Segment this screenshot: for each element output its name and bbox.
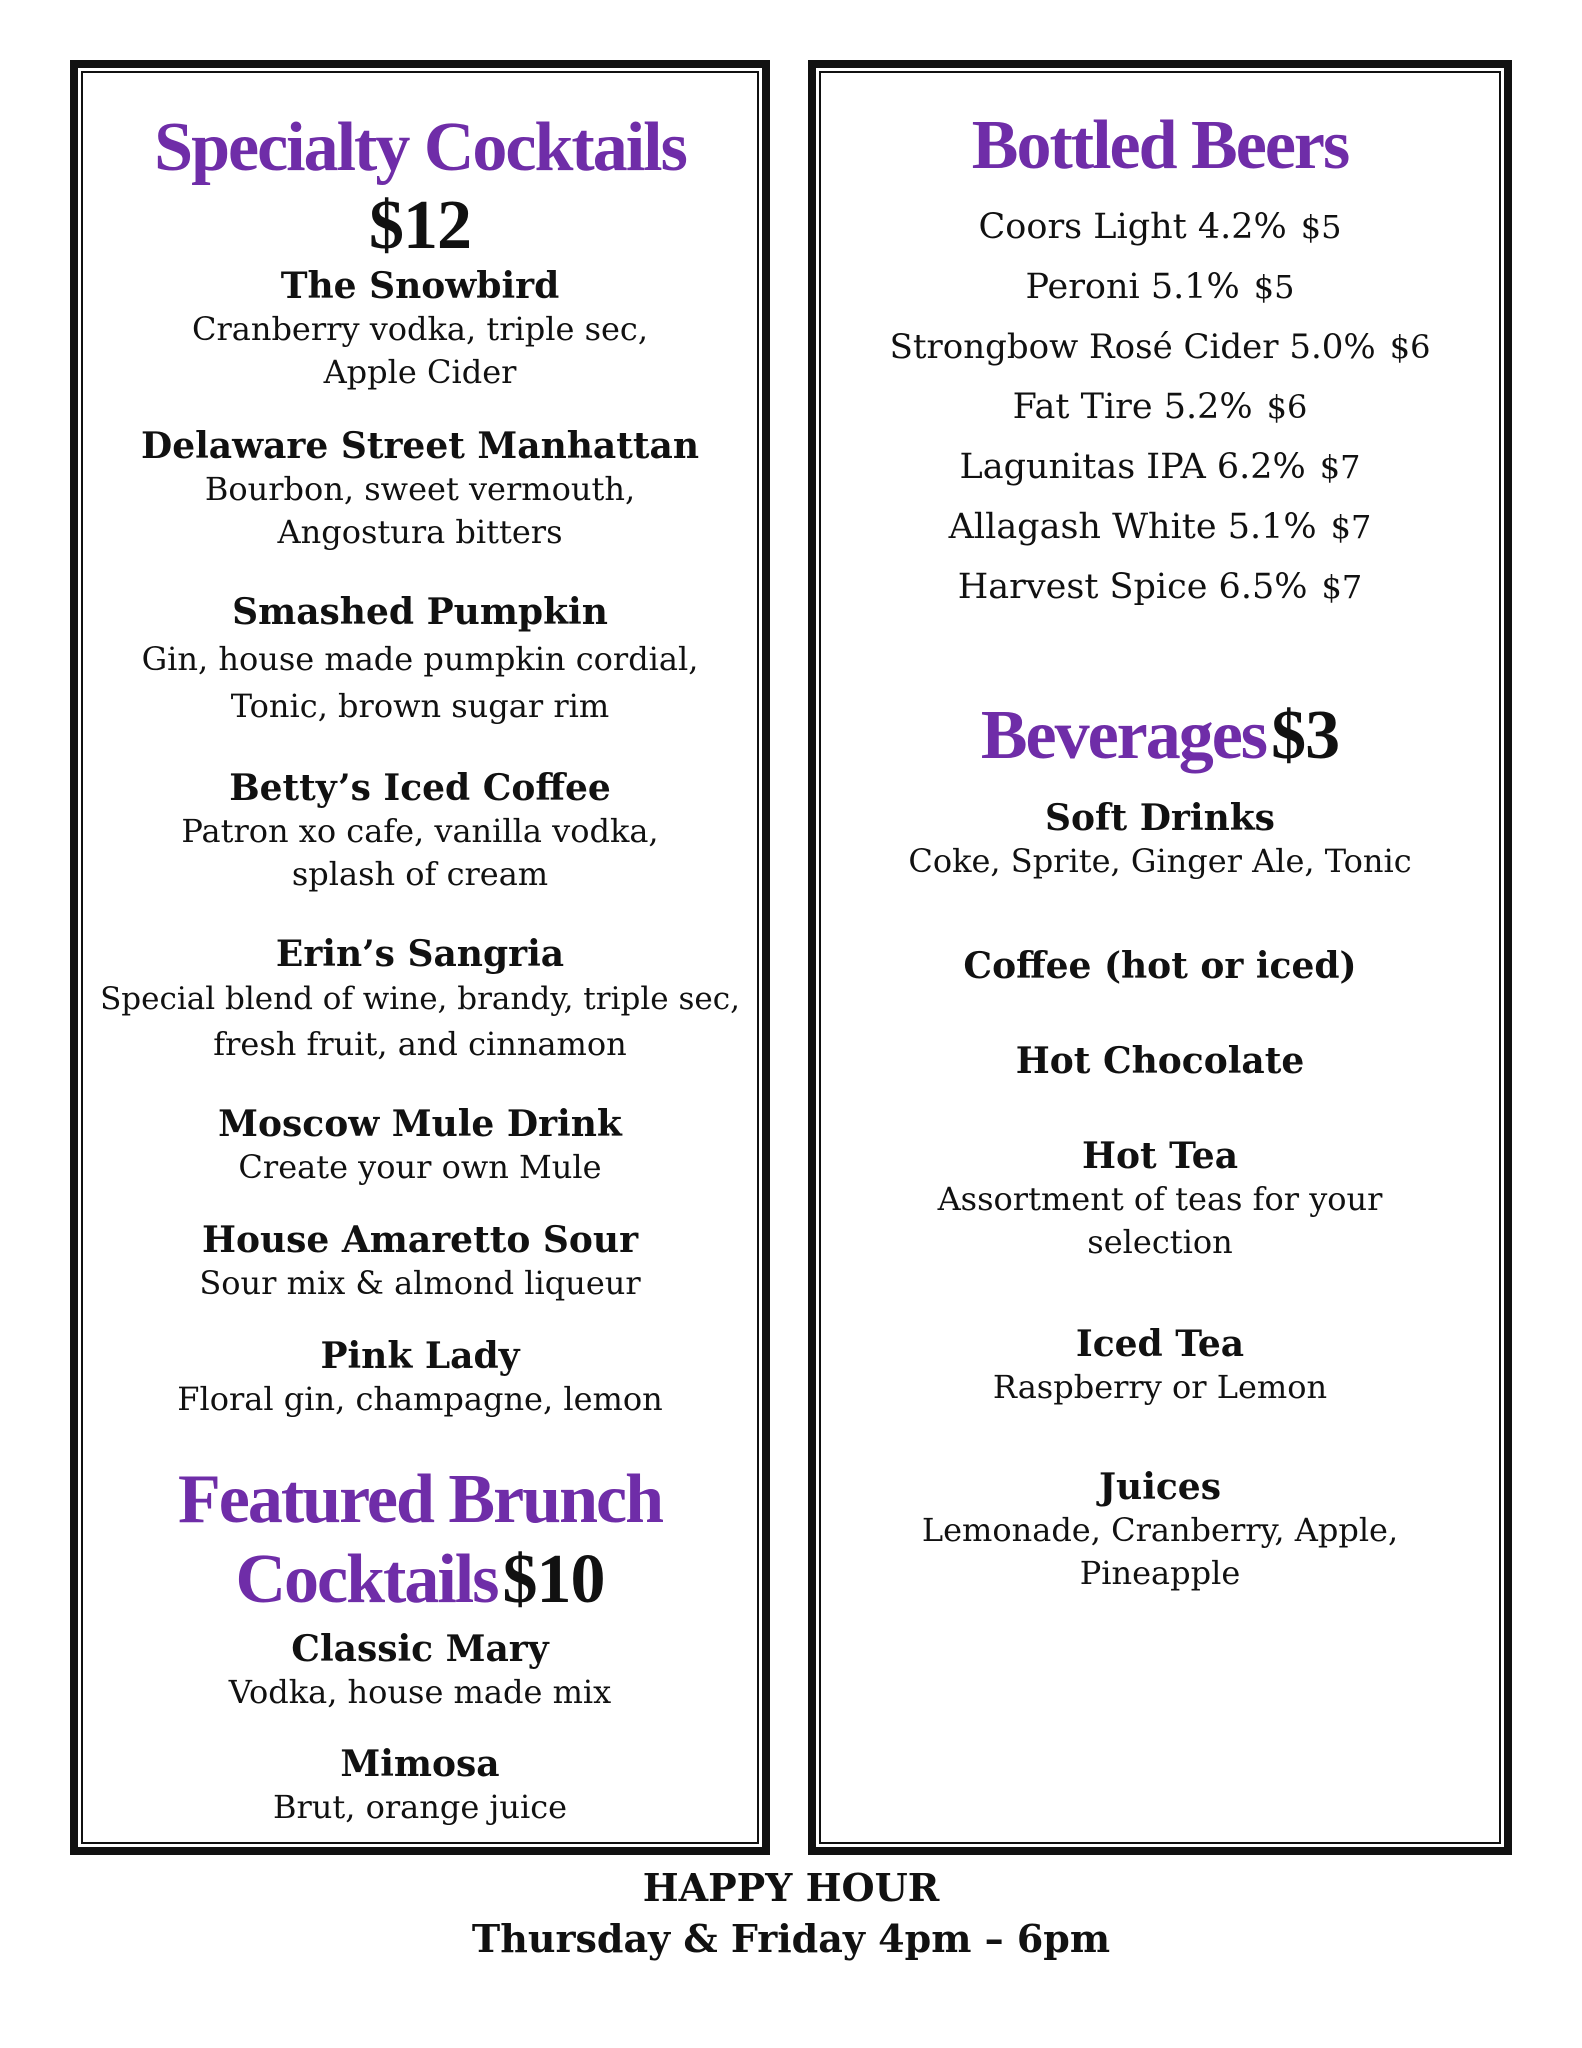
beverage-item	[821, 1040, 1499, 1083]
menu-item	[83, 1335, 757, 1421]
item-name: Pink Lady	[320, 1335, 520, 1377]
item-description: Cranberry vodka, triple sec,	[191, 310, 649, 349]
menu-item	[83, 265, 757, 395]
beverage-item	[821, 797, 1499, 883]
beer-price: $6	[1266, 388, 1308, 426]
item-description: splash of cream	[291, 855, 549, 894]
item-name: Moscow Mule Drink	[218, 1103, 622, 1145]
beverages-heading-row	[821, 697, 1499, 774]
item-name: Erin’s Sangria	[275, 933, 565, 975]
item-description: Bourbon, sweet vermouth,	[204, 470, 636, 509]
beverage-name: Soft Drinks	[1045, 797, 1275, 839]
brunch-cocktails-heading: Cocktails	[235, 1541, 498, 1618]
item-description: fresh fruit, and cinnamon	[213, 1024, 627, 1063]
item-name: Betty’s Iced Coffee	[229, 767, 611, 809]
beer-name: Fat Tire 5.2%	[1012, 387, 1253, 427]
brunch-cocktails-price: $10	[502, 1541, 605, 1618]
item-name: Delaware Street Manhattan	[140, 425, 700, 467]
beer-price: $5	[1253, 268, 1295, 306]
beverage-name: Juices	[1099, 1466, 1221, 1508]
beverage-name: Iced Tea	[1075, 1323, 1245, 1365]
beverage-description: Pineapple	[1079, 1554, 1241, 1593]
item-name: Smashed Pumpkin	[232, 591, 608, 633]
beer-list	[821, 197, 1499, 617]
beer-item	[821, 377, 1499, 437]
beer-item	[821, 497, 1499, 557]
beer-name: Lagunitas IPA 6.2%	[959, 447, 1306, 487]
item-description: Special blend of wine, brandy, triple sec,	[100, 981, 740, 1018]
menu-item	[83, 591, 757, 729]
beer-price: $5	[1300, 208, 1342, 246]
happy-hour-times: Thursday & Friday 4pm – 6pm	[471, 1916, 1111, 1962]
item-description: Angostura bitters	[277, 513, 563, 552]
menu-item	[83, 1103, 757, 1189]
menu-item	[83, 425, 757, 555]
specialty-cocktails-heading: Specialty Cocktails	[154, 109, 686, 186]
item-description: Create your own Mule	[238, 1148, 602, 1187]
beer-name: Allagash White 5.1%	[948, 507, 1317, 547]
beverage-item	[821, 945, 1499, 988]
beverage-name: Hot Tea	[1081, 1135, 1239, 1177]
beverage-description: Coke, Sprite, Ginger Ale, Tonic	[908, 842, 1412, 881]
specialty-cocktails-content	[83, 73, 757, 1842]
beverage-description: Lemonade, Cranberry, Apple,	[921, 1511, 1399, 1550]
beverage-item	[821, 1323, 1499, 1409]
beverage-description: Assortment of teas for your	[937, 1180, 1383, 1219]
featured-brunch-heading: Featured Brunch	[178, 1461, 662, 1538]
beverage-name: Hot Chocolate	[1015, 1040, 1305, 1082]
beer-item	[821, 317, 1499, 377]
item-description: Patron xo cafe, vanilla vodka,	[181, 812, 659, 851]
brunch-heading-row	[83, 1541, 757, 1618]
beer-item	[821, 557, 1499, 617]
item-description: Floral gin, champagne, lemon	[177, 1380, 663, 1419]
bottled-beers-heading: Bottled Beers	[971, 107, 1349, 184]
beverages-price: $3	[1271, 697, 1340, 774]
beers-beverages-content	[821, 73, 1499, 1842]
item-name: House Amaretto Sour	[201, 1219, 639, 1261]
specialty-cocktails-price: $12	[369, 187, 471, 264]
beverage-item	[821, 1135, 1499, 1265]
beer-item	[821, 257, 1499, 317]
beverage-item	[821, 1466, 1499, 1596]
beer-name: Coors Light 4.2%	[978, 207, 1287, 247]
menu-item	[83, 1219, 757, 1305]
beer-price: $7	[1319, 448, 1361, 486]
menu-item	[83, 1743, 757, 1829]
menu-item	[83, 1628, 757, 1714]
item-description: Sour mix & almond liqueur	[199, 1264, 641, 1303]
beer-name: Strongbow Rosé Cider 5.0%	[889, 327, 1376, 367]
item-description: Brut, orange juice	[272, 1788, 568, 1827]
happy-hour-footer	[0, 1862, 1582, 1965]
item-name: Mimosa	[340, 1743, 500, 1785]
beers-beverages-panel	[808, 60, 1512, 1855]
menu-item	[83, 933, 757, 1066]
menu-item	[83, 767, 757, 897]
specialty-cocktails-panel	[70, 60, 770, 1855]
happy-hour-title: HAPPY HOUR	[642, 1865, 940, 1910]
item-name: Classic Mary	[291, 1628, 549, 1670]
item-description: Gin, house made pumpkin cordial,	[141, 640, 699, 679]
beer-item	[821, 197, 1499, 257]
beer-price: $7	[1330, 508, 1372, 546]
beverage-description: selection	[1087, 1223, 1233, 1262]
beverage-name: Coffee (hot or iced)	[963, 945, 1357, 987]
beverage-description: Raspberry or Lemon	[992, 1368, 1328, 1407]
beer-price: $6	[1389, 328, 1431, 366]
beer-item	[821, 437, 1499, 497]
beverages-heading: Beverages	[980, 697, 1267, 774]
beer-name: Peroni 5.1%	[1025, 267, 1240, 307]
item-name: The Snowbird	[280, 265, 560, 307]
item-description: Apple Cider	[323, 353, 517, 392]
beer-name: Harvest Spice 6.5%	[957, 567, 1308, 607]
beer-price: $7	[1321, 568, 1363, 606]
item-description: Vodka, house made mix	[228, 1673, 612, 1712]
item-description: Tonic, brown sugar rim	[230, 687, 610, 726]
